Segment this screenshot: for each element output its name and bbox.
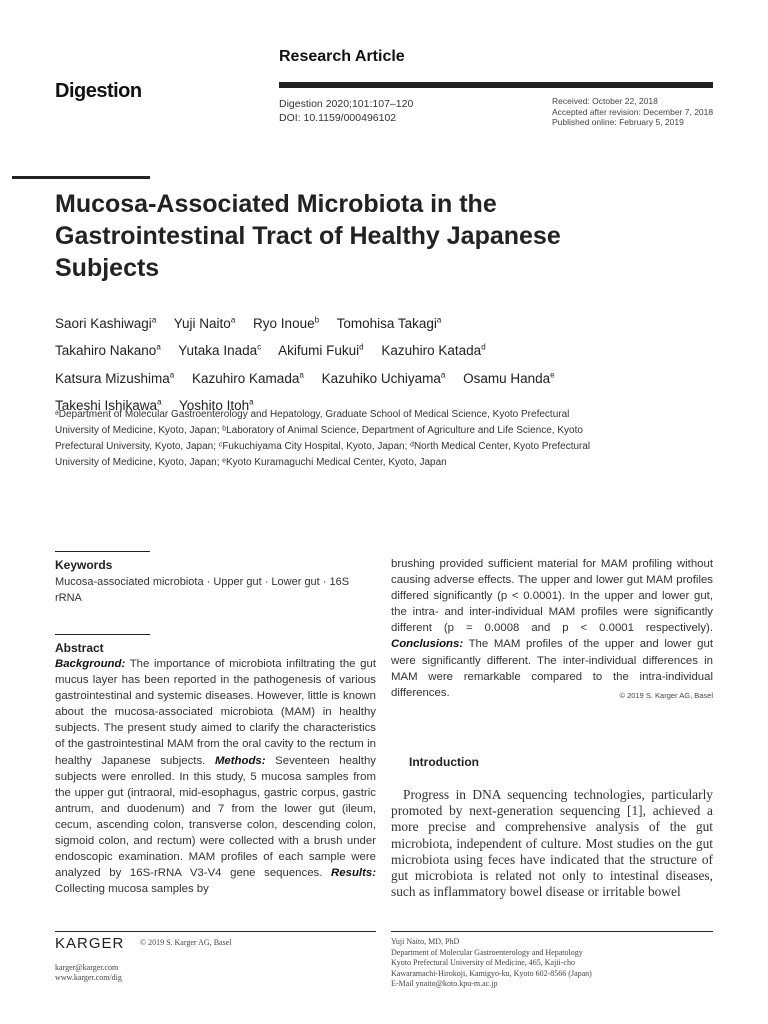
methods-text: Seventeen healthy subjects were enrolled. In this study, 5 mucosa samples from the upper gut (intraoral, mid-esophagus, gastric corpus, gastric antrum, and duodenum) and 7 from the lower gut (ileum, cecum, ascending colon, transverse colon, descending colon, sigmoid colon, and rectum) were collected with a brush under endoscopic examination. MAM profiles of each sample were analyzed by 16S-rRNA V3-V4 gene sequences. <box>55 754 376 880</box>
footer-rule-right <box>391 931 713 932</box>
author: Yoshito Itoh$^a$ <box>179 397 254 413</box>
author: Ryo Inoue$^b$ <box>253 315 320 331</box>
affiliations: ᵃDepartment of Molecular Gastroenterology and Hepatology, Graduate School of Medical Science, Kyoto Prefectural University of Medicine, Kyoto, Japan; ᵇLaboratory of Animal Science, Department of Agriculture and Life Science, Kyoto Prefectural University, Kyoto, Japan; ᶜFukuchiyama City Hospital, Kyoto, Japan; ᵈNorth Medical Center, Kyoto Prefectural University of Medicine, Kyoto, Japan; ᵉKyoto Kuramaguchi Medical Center, Kyoto, Japan <box>55 409 591 468</box>
author: Katsura Mizushima$^a$ <box>55 370 175 386</box>
journal-logo: Digestion <box>55 80 142 102</box>
correspondence-block <box>391 937 592 990</box>
abstract-copyright: © 2019 S. Karger AG, Basel <box>619 690 713 700</box>
header-rule <box>279 82 713 88</box>
title-rule <box>12 176 150 179</box>
introduction-heading: Introduction <box>409 755 479 769</box>
corr-address-2: Kawaramachi-Hirokoji, Kamigyo-ku, Kyoto 602-8566 (Japan) <box>391 968 592 978</box>
abstract-rule <box>55 634 150 635</box>
background-text: The importance of microbiota infiltrating the gut mucus layer has been reported in the pathogenesis of various gastrointestinal and systemic diseases. However, little is known about the mucosa-associated microbiota (MAM) in healthy subjects. The present study aimed to clarify the characteristics of the gastrointestinal MAM from the oral cavity to the rectum in healthy Japanese subjects. <box>55 658 376 767</box>
corr-name: Yuji Naito, MD, PhD <box>391 937 460 946</box>
author: Yuji Naito$^a$ <box>173 315 236 331</box>
publisher-email[interactable]: karger@karger.com <box>55 963 119 972</box>
results-text: Collecting mucosa samples by <box>55 883 209 896</box>
results-continued: brushing provided sufficient material for MAM profiling without causing adverse effects. The upper and lower gut MAM profiles differed significantly (p < 0.0001). In the upper and lower gut, the intra- and inter-individual MAM profiles were significantly different (p = 0.0008 and p < 0.0001 respectively). <box>391 558 713 635</box>
citation-line: Digestion 2020;101:107–120 <box>279 98 414 110</box>
abstract-continuation <box>391 556 713 704</box>
author: Takahiro Nakano$^a$ <box>55 342 161 358</box>
keywords-heading: Keywords <box>55 558 113 572</box>
article-type-label: Research Article <box>279 48 405 65</box>
received-date: Received: October 22, 2018 <box>552 96 658 106</box>
keywords-text: Mucosa-associated microbiota · Upper gut · Lower gut · 16S rRNA <box>55 576 350 604</box>
article-title: Mucosa-Associated Microbiota in the Gastrointestinal Tract of Healthy Japanese Subjects <box>55 190 561 282</box>
accepted-date: Accepted after revision: December 7, 2018 <box>552 106 714 117</box>
author: Osamu Handa$^e$ <box>463 370 555 386</box>
footer-rule-left <box>55 931 376 932</box>
citation-block <box>279 97 413 125</box>
author-list <box>55 308 705 418</box>
author: Kazuhiro Kamada$^a$ <box>192 370 304 386</box>
author: Yutaka Inada$^c$ <box>178 342 262 358</box>
footer-copyright: © 2019 S. Karger AG, Basel <box>140 938 232 947</box>
introduction-text: Progress in DNA sequencing technologies, particularly promoted by next-generation sequencing [1], achieved a more precise and comprehensive analysis of the gut microbiota, independent of culture. Most studies on the gut microbiota using feces have indicated that the structure of gut microbiota is related not only to intestinal diseases, such as inflammatory bowel disease or irritable bowel <box>391 787 713 900</box>
author: Kazuhiro Katada$^d$ <box>381 342 486 358</box>
publisher-website[interactable]: www.karger.com/dig <box>55 973 122 982</box>
methods-label: Methods: <box>214 754 266 767</box>
author: Akifumi Fukui$^d$ <box>278 342 364 358</box>
author: Saori Kashiwagi$^a$ <box>55 315 157 331</box>
background-label: Background: <box>55 658 126 670</box>
author: Tomohisa Takagi$^a$ <box>336 315 442 331</box>
abstract-heading: Abstract <box>55 641 104 655</box>
corr-address-1: Kyoto Prefectural University of Medicine, 465, Kajii-cho <box>391 958 575 967</box>
keywords-rule <box>55 551 150 552</box>
abstract-body <box>55 656 376 897</box>
results-label: Results: <box>331 867 376 880</box>
author: Takeshi Ishikawa$^a$ <box>55 397 162 413</box>
corr-email[interactable]: E-Mail ynaito@koto.kpu-m.ac.jp <box>391 979 498 988</box>
author: Kazuhiko Uchiyama$^a$ <box>321 370 446 386</box>
corr-dept: Department of Molecular Gastroenterology and Hepatology <box>391 947 583 957</box>
publisher-contact <box>55 963 122 983</box>
article-dates <box>552 96 713 128</box>
published-date: Published online: February 5, 2019 <box>552 117 684 127</box>
publisher-logo: KARGER <box>55 935 125 952</box>
doi-line[interactable]: DOI: 10.1159/000496102 <box>279 112 397 124</box>
conclusions-label: Conclusions: <box>391 638 464 651</box>
conclusions-text: The MAM profiles of the upper and lower gut were significantly different. The inter-individual differences in MAM were remarkable compared to the intra-individual differences. <box>391 638 713 699</box>
